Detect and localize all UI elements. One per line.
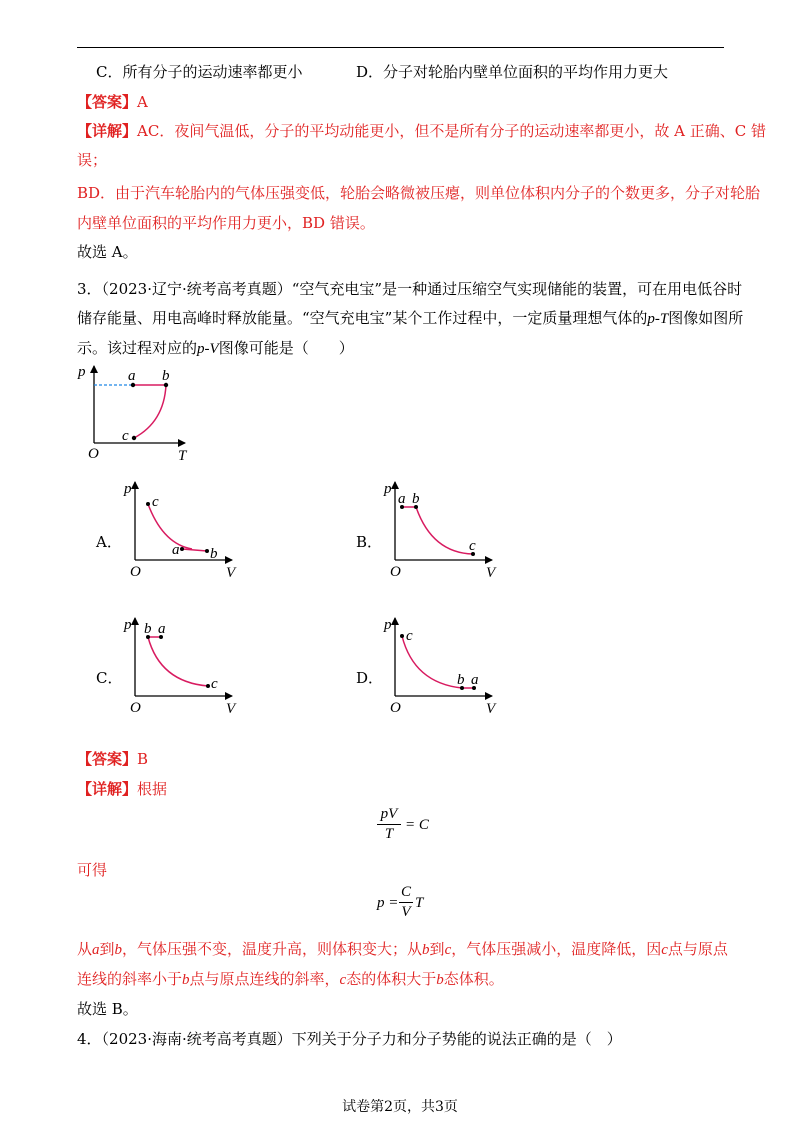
question-source: （2023·辽宁·统考高考真题） (101, 280, 292, 298)
label-a: a (158, 621, 166, 637)
option-c-label[interactable]: C． (96, 669, 123, 687)
axis-label-p: p (78, 364, 86, 380)
axis-label-p: p (124, 617, 132, 633)
label-b: b (412, 491, 420, 507)
point-b (205, 549, 209, 553)
detail-tag: 【详解】 (77, 780, 138, 798)
option-c[interactable] (96, 62, 303, 82)
label-a: a (471, 672, 479, 688)
pt-graph (70, 360, 200, 465)
option-c-graph[interactable] (118, 612, 243, 717)
option-c-text: 所有分子的运动速率都更小 (122, 63, 303, 81)
q2-answer (77, 92, 148, 112)
label-b: b (210, 546, 218, 562)
label-c: c (122, 428, 129, 444)
point-c (132, 436, 136, 440)
option-c-label: C． (96, 63, 123, 81)
origin-label: O (390, 700, 401, 716)
option-d-label[interactable]: D． (356, 669, 384, 687)
q3-stem-line1: 3．（2023·辽宁·统考高考真题）“空气充电宝”是一种通过压缩空气实现储能的装置，可在用电低谷时 (77, 280, 743, 298)
answer-value: A (137, 93, 148, 111)
equation-2-lhs: p = (377, 895, 399, 911)
option-a-graph[interactable] (118, 476, 243, 581)
label-c: c (152, 494, 159, 510)
q3-answer (77, 749, 148, 769)
option-b-label[interactable]: B． (356, 533, 383, 551)
axis-label-t: T (178, 448, 187, 464)
q3-detail: 【详解】根据 (77, 780, 168, 798)
q3-explanation-line2: 连线的斜率小于b点与原点连线的斜率，c态的体积大于b态体积。 (77, 970, 504, 988)
q2-detail-line4: 内壁单位面积的平均作用力更小，BD 错误。 (77, 214, 375, 232)
q4-stem: 4．（2023·海南·统考高考真题）下列关于分子力和分子势能的说法正确的是（ ） (77, 1030, 622, 1048)
option-d-label: D． (356, 63, 384, 81)
answer-tag: 【答案】 (77, 93, 138, 111)
origin-label: O (130, 700, 141, 716)
q3-mid-text: 可得 (77, 861, 108, 879)
equation-2-fraction: C V (400, 884, 411, 920)
equation-2-rhs: T (415, 895, 424, 911)
option-b-graph[interactable] (378, 476, 503, 581)
detail-tag: 【详解】 (77, 122, 138, 140)
label-c: c (211, 676, 218, 692)
axis-label-p: p (384, 481, 392, 497)
option-d-graph[interactable] (378, 612, 503, 717)
q2-detail-line1: 【详解】AC．夜间气温低，分子的平均动能更小，但不是所有分子的运动速率都更小，故 A 正确、C 错 (77, 122, 766, 140)
segment-ab (182, 549, 207, 551)
label-a: a (398, 491, 406, 507)
curve-bc (134, 385, 166, 438)
q3-stem-line2: 储存能量、用电高峰时释放能量。“空气充电宝”某个工作过程中，一定质量理想气体的p-T图像如图所 (77, 309, 744, 327)
label-a: a (172, 542, 180, 558)
curve-ca (148, 504, 192, 549)
point-c (146, 502, 150, 506)
curve-bc (416, 507, 473, 554)
label-b: b (457, 672, 465, 688)
label-b: b (144, 621, 152, 637)
q3-conclusion: 故选 B。 (77, 1000, 138, 1018)
point-c (400, 634, 404, 638)
equation-1-rhs: = C (405, 817, 429, 833)
axis-label-v: V (486, 565, 496, 581)
question-number: 3． (77, 280, 102, 298)
q2-detail-line2: 误； (77, 151, 108, 169)
axis-label-v: V (226, 701, 236, 717)
q3-stem-line3: 示。该过程对应的p-V图像可能是（ ） (77, 339, 354, 357)
label-b: b (162, 368, 170, 384)
option-a-label[interactable]: A． (96, 533, 122, 551)
q3-explanation-line1: 从a到b，气体压强不变，温度升高，则体积变大；从b到c，气体压强减小，温度降低，因c点与原点 (77, 940, 728, 958)
axis-label-v: V (226, 565, 236, 581)
label-c: c (469, 538, 476, 554)
label-c: c (406, 628, 413, 644)
origin-label: O (88, 446, 99, 462)
option-d-text: 分子对轮胎内壁单位面积的平均作用力更大 (383, 63, 669, 81)
page-footer: 试卷第2页，共3页 (342, 1099, 458, 1115)
origin-label: O (130, 564, 141, 580)
point-a (180, 547, 184, 551)
origin-label: O (390, 564, 401, 580)
axis-label-p: p (384, 617, 392, 633)
axis-label-p: p (124, 481, 132, 497)
equation-1-fraction: pV T (377, 806, 401, 843)
answer-tag: 【答案】 (77, 750, 138, 768)
q2-detail-line3: BD．由于汽车轮胎内的气体压强变低，轮胎会略微被压瘪，则单位体积内分子的个数更多，分子对轮胎 (77, 184, 761, 202)
q2-conclusion: 故选 A。 (77, 243, 138, 261)
curve-bc (148, 637, 208, 686)
point-c (206, 684, 210, 688)
label-a: a (128, 368, 136, 384)
question-source: （2023·海南·统考高考真题） (101, 1030, 292, 1048)
question-number: 4． (77, 1030, 102, 1048)
axis-label-v: V (486, 701, 496, 717)
header-rule (77, 47, 724, 48)
option-d[interactable] (356, 62, 668, 82)
answer-value: B (137, 750, 149, 768)
